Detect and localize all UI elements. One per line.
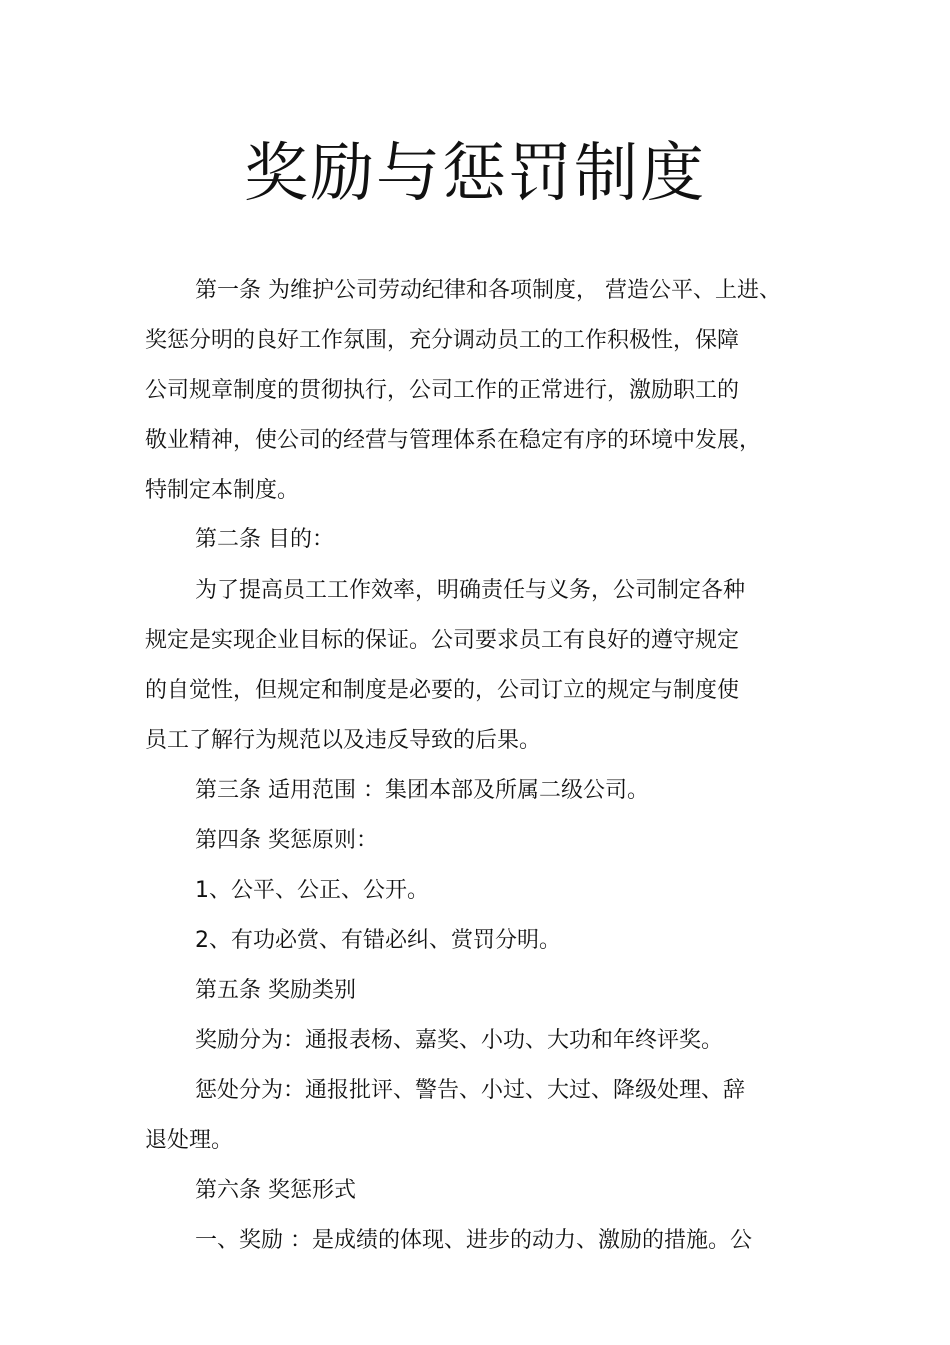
paragraph-line: 员工了解行为规范以及违反导致的后果。: [145, 728, 542, 753]
paragraph-line: 奖惩分明的良好工作氛围，充分调动员工的工作积极性，保障: [145, 328, 740, 353]
paragraph-line: 的自觉性，但规定和制度是必要的，公司订立的规定与制度使: [145, 678, 740, 703]
list-item: 1、公平、公正、公开。: [195, 878, 429, 903]
paragraph-line: 为了提高员工工作效率，明确责任与义务，公司制定各种: [195, 578, 746, 603]
paragraph-line: 奖励分为：通报表杨、嘉奖、小功、大功和年终评奖。: [195, 1028, 724, 1053]
section-heading: 第二条 目的：: [195, 527, 334, 552]
list-item: 2、有功必赏、有错必纠、赏罚分明。: [195, 928, 561, 953]
section-heading: 第六条 奖惩形式: [195, 1178, 356, 1203]
paragraph-line: 一、奖励 ：是成绩的体现、进步的动力、激励的措施。公: [195, 1228, 752, 1253]
paragraph-line: 退处理。: [145, 1128, 234, 1153]
paragraph-line: 惩处分为：通报批评、警告、小过、大过、降级处理、辞: [195, 1078, 746, 1103]
section-heading: 第三条 适用范围 ：集团本部及所属二级公司。: [195, 778, 649, 803]
document-title: 奖励与惩罚制度: [244, 137, 706, 211]
paragraph-line: 规定是实现企业目标的保证。公司要求员工有良好的遵守规定: [145, 628, 740, 653]
paragraph-line: 敬业精神，使公司的经营与管理体系在稳定有序的环境中发展，: [145, 428, 762, 453]
section-heading: 第四条 奖惩原则：: [195, 828, 378, 853]
paragraph-line: 特制定本制度。: [145, 478, 300, 503]
paragraph-line: 第一条 为维护公司劳动纪律和各项制度， 营造公平、上进、: [195, 278, 781, 303]
paragraph-line: 公司规章制度的贯彻执行，公司工作的正常进行，激励职工的: [145, 378, 740, 403]
section-heading: 第五条 奖励类别: [195, 978, 356, 1003]
